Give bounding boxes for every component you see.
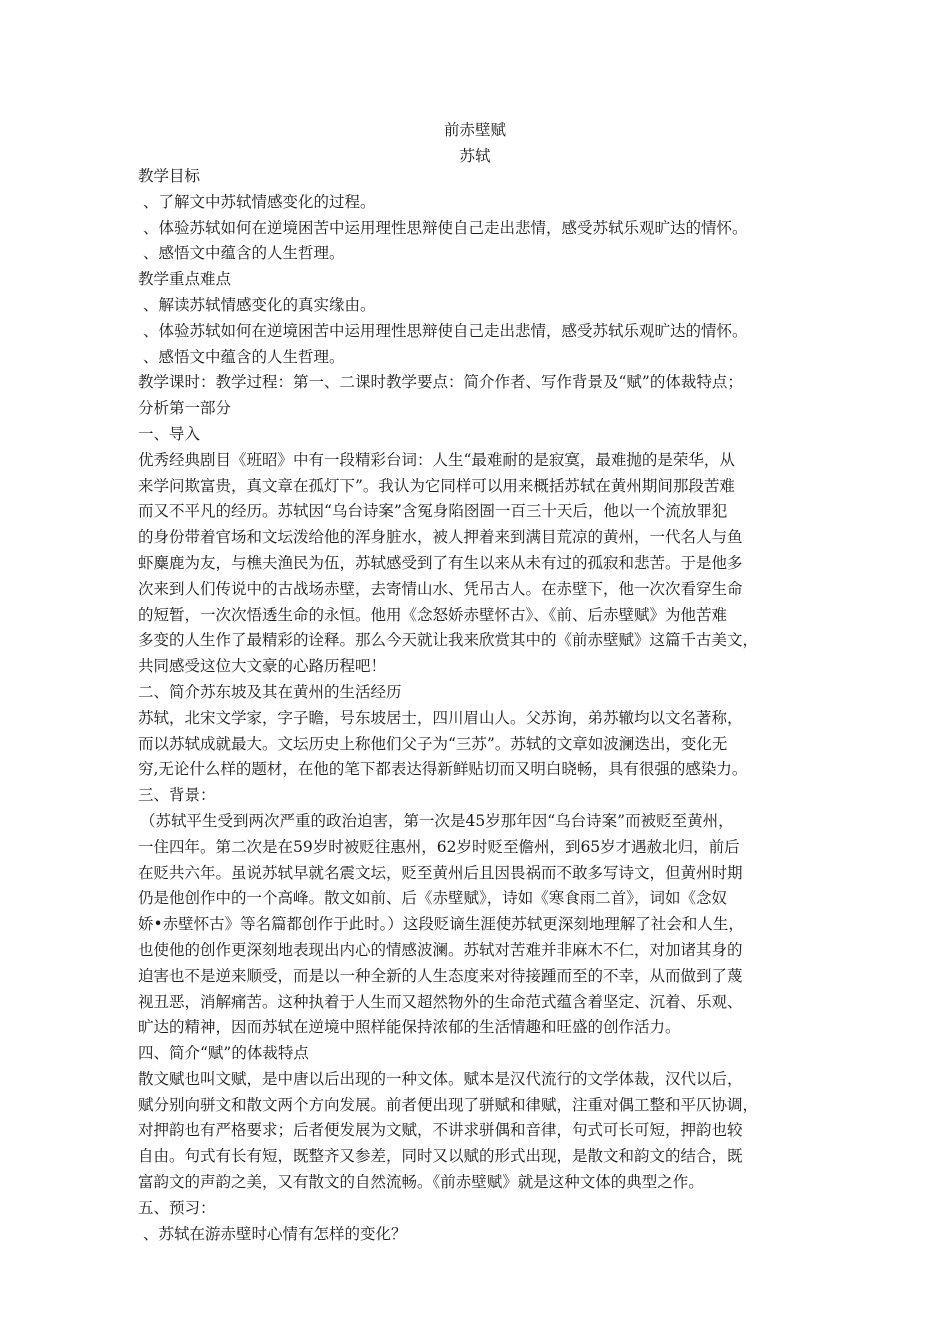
paragraph-line: 苏轼，北宋文学家，字子瞻，号东坡居士，四川眉山人。父苏询，弟苏辙均以文名著称， <box>138 708 743 727</box>
paragraph-line: 散文赋也叫文赋，是中唐以后出现的一种文体。赋本是汉代流行的文学体裁，汉代以后， <box>138 1069 743 1088</box>
heading-objectives: 教学目标 <box>138 167 201 185</box>
paragraph-line: 视丑恶，消解痛苦。这种执着于人生而又超然物外的生命范式蕴含着坚定、沉着、乐观、 <box>138 992 743 1011</box>
section-heading: 一、导入 <box>138 424 201 443</box>
paragraph-line: 分析第一部分 <box>138 399 232 418</box>
section-heading: 二、简介苏东坡及其在黄州的生活经历 <box>138 682 402 701</box>
paragraph-line: 共同感受这位大文豪的心路历程吧！ <box>138 657 387 676</box>
document-title: 前赤壁赋 <box>443 121 506 139</box>
list-item: 、感悟文中蕴含的人生哲理。 <box>143 347 345 366</box>
list-item: 、体验苏轼如何在逆境困苦中运用理性思辩使自己走出悲情，感受苏轼乐观旷达的情怀。 <box>143 218 748 237</box>
list-item: 、解读苏轼情感变化的真实缘由。 <box>143 295 376 314</box>
section-heading: 五、预习： <box>138 1198 216 1217</box>
paragraph-line: 优秀经典剧目《班昭》中有一段精彩台词：人生“最难耐的是寂寞，最难抛的是荣华，从 <box>138 450 735 469</box>
paragraph-line: 富韵文的声韵之美，又有散文的自然流畅。《前赤壁赋》就是这种文体的典型之作。 <box>138 1173 704 1192</box>
paragraph-line: 仍是他创作中的一个高峰。散文如前、后《赤壁赋》，诗如《寒食雨二首》，词如《念奴 <box>138 889 728 908</box>
paragraph-line: 娇•赤壁怀古》等名篇都创作于此时。）这段贬谪生涯使苏轼更深刻地理解了社会和人生， <box>138 915 744 934</box>
paragraph-line: 迫害也不是逆来顺受，而是以一种全新的人生态度来对待接踵而至的不幸，从而做到了蔑 <box>138 966 743 985</box>
paragraph-line: （苏轼平生受到两次严重的政治迫害，第一次是45岁那年因“乌台诗案”而被贬至黄州， <box>140 811 734 830</box>
document-author: 苏轼 <box>459 147 491 165</box>
paragraph-line: 来学问欺富贵，真文章在孤灯下”。我认为它同样可以用来概括苏轼在黄州期间那段苦难 <box>138 476 735 495</box>
list-item: 、体验苏轼如何在逆境困苦中运用理性思辩使自己走出悲情，感受苏轼乐观旷达的情怀。 <box>143 321 748 340</box>
section-heading: 三、背景： <box>138 786 216 805</box>
list-item: 、感悟文中蕴含的人生哲理。 <box>143 244 345 263</box>
list-item: 、苏轼在游赤壁时心情有怎样的变化？ <box>143 1224 407 1243</box>
paragraph-line: 一住四年。第二次是在59岁时被贬往惠州，62岁时贬至儋州，到65岁才遇赦北归，前后 <box>138 837 740 856</box>
paragraph-line: 教学课时：教学过程：第一、二课时教学要点：简介作者、写作背景及“赋”的体裁特点； <box>138 373 743 392</box>
paragraph-line: 自由。句式有长有短，既整齐又参差，同时又以赋的形式出现，是散文和韵文的结合，既 <box>138 1147 743 1166</box>
section-heading: 四、简介“赋”的体裁特点 <box>138 1044 309 1063</box>
paragraph-line: 而又不平凡的经历。苏轼因“乌台诗案”含冤身陷囹圄一百三十天后，他以一个流放罪犯 <box>138 502 728 521</box>
paragraph-line: 多变的人生作了最精彩的诠释。那么今天就让我来欣赏其中的《前赤壁赋》这篇千古美文， <box>138 631 759 650</box>
paragraph-line: 次来到人们传说中的古战场赤壁，去寄情山水、凭吊古人。在赤壁下，他一次次看穿生命 <box>138 579 743 598</box>
paragraph-line: 赋分别向骈文和散文两个方向发展。前者便出现了骈赋和律赋，注重对偶工整和平仄协调， <box>138 1095 759 1114</box>
paragraph-line: 对押韵也有严格要求；后者便发展为文赋，不讲求骈偶和音律，句式可长可短，押韵也较 <box>138 1121 743 1140</box>
paragraph-line: 穷,无论什么样的题材，在他的笔下都表达得新鲜贴切而又明白晓畅，具有很强的感染力。 <box>138 760 748 779</box>
paragraph-line: 旷达的精神，因而苏轼在逆境中照样能保持浓郁的生活情趣和旺盛的创作活力。 <box>138 1018 681 1037</box>
paragraph-line: 在贬共六年。虽说苏轼早就名震文坛，贬至黄州后且因畏祸而不敢多写诗文，但黄州时期 <box>138 863 743 882</box>
document-body <box>138 164 828 1247</box>
paragraph-line: 也使他的创作更深刻地表现出内心的情感波澜。苏轼对苦难并非麻木不仁，对加诸其身的 <box>138 940 743 959</box>
paragraph-line: 虾麋鹿为友，与樵夫渔民为伍，苏轼感受到了有生以来从未有过的孤寂和悲苦。于是他多 <box>138 553 743 572</box>
paragraph-line: 而以苏轼成就最大。文坛历史上称他们父子为“三苏”。苏轼的文章如波澜迭出，变化无 <box>138 734 728 753</box>
paragraph-line: 的短暂，一次次悟透生命的永恒。他用《念怒娇赤壁怀古》、《前、后赤壁赋》为他苦难 <box>138 605 728 624</box>
paragraph-line: 的身份带着官场和文坛泼给他的浑身脏水，被人押着来到满目荒凉的黄州，一代名人与鱼 <box>138 528 743 547</box>
list-item: 、了解文中苏轼情感变化的过程。 <box>143 192 376 211</box>
heading-key-points: 教学重点难点 <box>138 270 232 289</box>
